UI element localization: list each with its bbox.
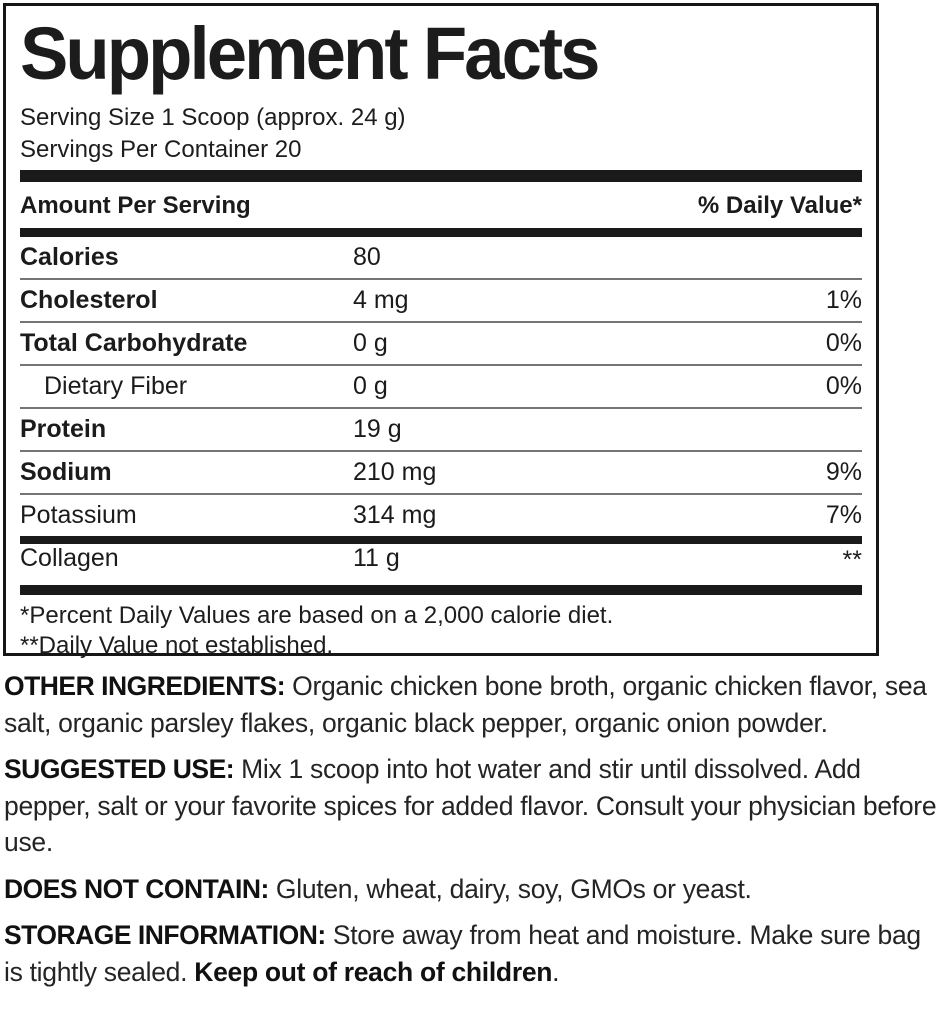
section-tail-period: . (552, 956, 560, 987)
table-row (20, 237, 862, 278)
section-body: Gluten, wheat, dairy, soy, GMOs or yeast. (275, 873, 752, 904)
panel-title: Supplement Facts (20, 12, 598, 95)
table-row (20, 544, 862, 585)
nutrient-daily-value: 9% (825, 458, 862, 486)
thick-bar-top (20, 170, 862, 182)
nutrient-daily-value: 7% (825, 501, 862, 529)
table-row (20, 323, 862, 364)
nutrient-name: Potassium (20, 501, 137, 529)
section-body: Store away from heat and moisture. Make sure bag is tightly sealed. (4, 920, 921, 987)
nutrient-name: Dietary Fiber (44, 372, 188, 400)
info-section (4, 668, 937, 741)
amount-per-serving-label: Amount Per Serving (20, 192, 251, 219)
footnote: *Percent Daily Values are based on a 2,000 calorie diet. (20, 602, 614, 629)
nutrient-name: Collagen (20, 544, 119, 572)
nutrient-name: Cholesterol (20, 286, 158, 314)
nutrient-amount: 4 mg (353, 286, 409, 314)
info-section (4, 871, 937, 908)
section-body: Mix 1 scoop into hot water and stir until dissolved. Add pepper, salt or your favorite spices for added flavor. Consult your physician before use. (4, 754, 937, 857)
section-heading: SUGGESTED USE: (4, 754, 235, 784)
thick-bar-bottom (20, 585, 862, 595)
nutrient-amount: 19 g (353, 415, 402, 443)
facts-table (20, 237, 862, 585)
section-body: Organic chicken bone broth, organic chicken flavor, sea salt, organic parsley flakes, organic black pepper, organic onion powder. (4, 671, 927, 738)
nutrient-name: Sodium (20, 458, 112, 486)
nutrient-amount: 314 mg (353, 501, 437, 529)
nutrient-amount: 0 g (353, 372, 388, 400)
table-row (20, 495, 862, 536)
section-bold-tail: Keep out of reach of children (194, 956, 553, 987)
supplement-facts-panel (3, 3, 879, 659)
info-sections (4, 668, 937, 1000)
section-heading: DOES NOT CONTAIN: (4, 873, 269, 904)
nutrient-name: Calories (20, 243, 119, 271)
nutrient-amount: 11 g (353, 544, 400, 572)
nutrient-daily-value: ** (842, 546, 862, 574)
table-row (20, 280, 862, 321)
info-section (4, 917, 937, 990)
info-section (4, 751, 937, 861)
table-row (20, 409, 862, 450)
nutrient-daily-value: 0% (825, 329, 862, 357)
table-header-row (20, 182, 862, 228)
table-row (20, 452, 862, 493)
daily-value-label: % Daily Value* (697, 192, 862, 219)
section-heading: STORAGE INFORMATION: (4, 920, 326, 950)
nutrient-amount: 0 g (353, 329, 388, 357)
thick-bar-header (20, 228, 862, 237)
nutrient-daily-value: 0% (825, 372, 862, 400)
nutrient-amount: 80 (353, 243, 381, 271)
footnote: **Daily Value not established. (20, 632, 334, 659)
nutrient-name: Total Carbohydrate (20, 329, 248, 357)
nutrient-amount: 210 mg (353, 458, 437, 486)
section-heading: OTHER INGREDIENTS: (4, 671, 286, 701)
thick-divider (20, 536, 862, 544)
table-row (20, 366, 862, 407)
serving-size: Serving Size 1 Scoop (approx. 24 g) (20, 104, 406, 131)
nutrient-daily-value: 1% (825, 286, 862, 314)
footnotes (20, 595, 862, 661)
nutrient-name: Protein (20, 415, 107, 443)
servings-per-container: Servings Per Container 20 (20, 136, 302, 163)
